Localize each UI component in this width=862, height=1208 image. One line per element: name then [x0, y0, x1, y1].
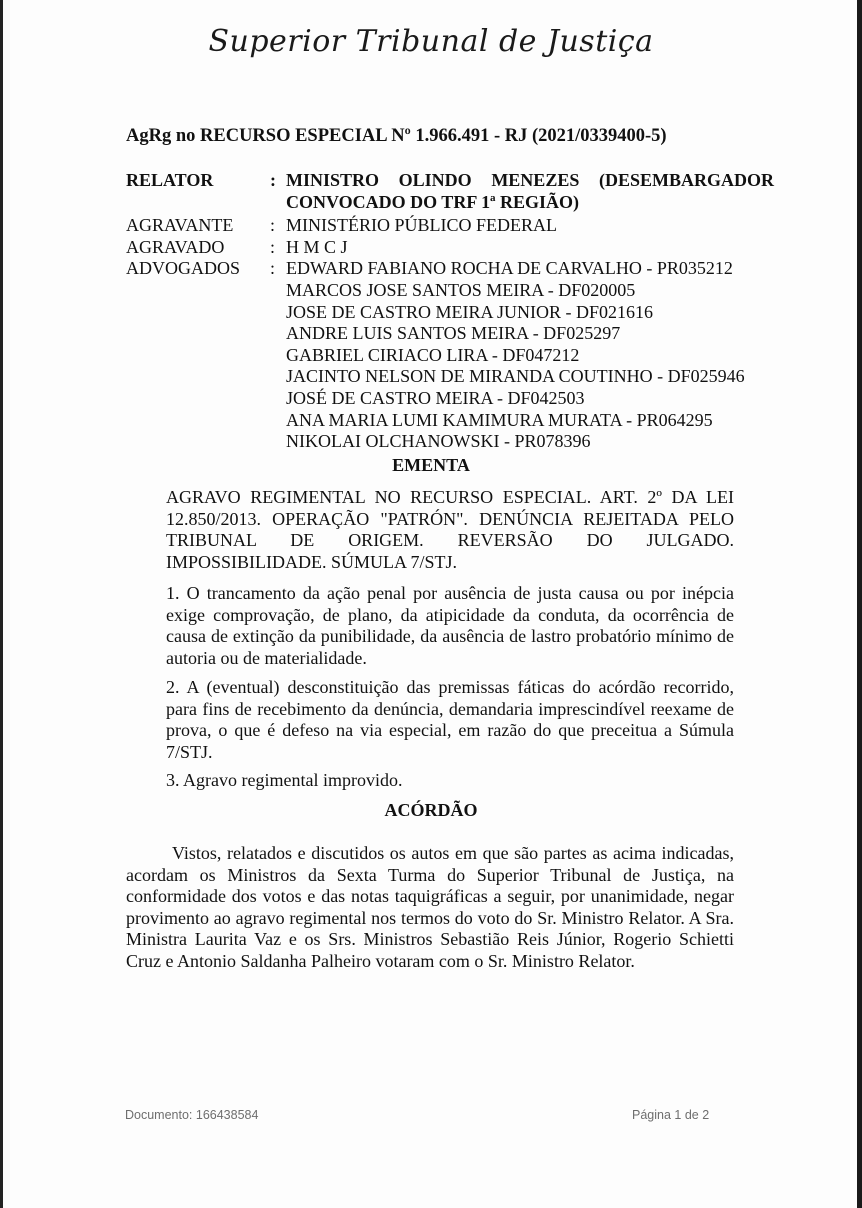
party-row-agravante [126, 215, 774, 237]
footer-document-id: Documento: 166438584 [125, 1108, 259, 1122]
case-number: AgRg no RECURSO ESPECIAL Nº 1.966.491 - RJ (2021/0339400-5) [126, 126, 667, 146]
party-value-relator [286, 170, 774, 213]
lawyer-list [286, 258, 774, 452]
acordao-heading: ACÓRDÃO [384, 800, 478, 820]
party-colon: : [270, 170, 276, 190]
court-header-title: Superior Tribunal de Justiça [208, 24, 654, 59]
party-label-agravado: AGRAVADO [126, 236, 225, 257]
ementa-heading: EMENTA [392, 455, 470, 475]
lawyer-item: GABRIEL CIRIACO LIRA - DF047212 [286, 344, 580, 365]
relator-line-1 [286, 170, 774, 192]
relator-word: OLINDO [398, 170, 472, 190]
party-value-agravante: MINISTÉRIO PÚBLICO FEDERAL [286, 215, 558, 236]
party-label-agravante: AGRAVANTE [126, 215, 234, 236]
parties-block [126, 170, 774, 453]
ementa-item-3: 3. Agravo regimental improvido. [166, 770, 403, 790]
lawyer-item: JOSÉ DE CASTRO MEIRA - DF042503 [286, 387, 585, 408]
lawyer-item: JACINTO NELSON DE MIRANDA COUTINHO - DF025946 [286, 366, 745, 387]
ementa-summary: AGRAVO REGIMENTAL NO RECURSO ESPECIAL. ART. 2º DA LEI 12.850/2013. OPERAÇÃO "PATRÓN". DENÚNCIA REJEITADA PELO TRIBUNAL DE ORIGEM. REVERSÃO DO JULGADO. IMPOSSIBILIDADE. SÚMULA 7/STJ. [166, 487, 734, 572]
relator-word: MENEZES [491, 170, 580, 190]
lawyer-item: EDWARD FABIANO ROCHA DE CARVALHO - PR035212 [286, 258, 733, 279]
party-colon: : [270, 215, 276, 236]
acordao-body: Vistos, relatados e discutidos os autos em que são partes as acima indicadas, acordam os Ministros da Sexta Turma do Superior Tribunal de Justiça, na conformidade dos votos e das notas taquigráficas a seguir, por unanimidade, negar provimento ao agravo regimental nos termos do voto do Sr. Ministro Relator. A Sra. Ministra Laurita Vaz e os Srs. Ministros Sebastião Reis Júnior, Rogerio Schietti Cruz e Antonio Saldanha Palheiro votaram com o Sr. Ministro Relator. [126, 843, 734, 971]
relator-word: MINISTRO [286, 170, 380, 190]
party-label-advogados: ADVOGADOS [126, 258, 241, 279]
relator-line-2: CONVOCADO DO TRF 1ª REGIÃO) [286, 191, 580, 212]
ementa-item-2: 2. A (eventual) desconstituição das premissas fáticas do acórdão recorrido, para fins de recebimento da denúncia, demandaria imprescindível reexame de prova, o que é defeso na via especial, em razão do que preceitua a Súmula 7/STJ. [166, 677, 734, 762]
relator-word: (DESEMBARGADOR [598, 170, 774, 190]
party-row-relator [126, 170, 774, 213]
party-row-agravado [126, 237, 774, 259]
ementa-item-1: 1. O trancamento da ação penal por ausência de justa causa ou por inépcia exige comprovação, de plano, da atipicidade da conduta, da ocorrência de causa de extinção da punibilidade, da ausência de lastro probatório mínimo de autoria ou de materialidade. [166, 583, 734, 668]
party-label-relator: RELATOR [126, 170, 214, 190]
party-colon: : [270, 236, 276, 257]
party-row-advogados [126, 258, 774, 452]
page-edge-right [857, 0, 862, 1208]
lawyer-item: ANA MARIA LUMI KAMIMURA MURATA - PR064295 [286, 409, 713, 430]
page-edge-left [0, 0, 3, 1208]
lawyer-item: MARCOS JOSE SANTOS MEIRA - DF020005 [286, 279, 636, 300]
party-colon: : [270, 258, 276, 279]
lawyer-item: ANDRE LUIS SANTOS MEIRA - DF025297 [286, 323, 621, 344]
footer-page-number: Página 1 de 2 [632, 1108, 710, 1122]
party-value-agravado: H M C J [286, 236, 348, 257]
lawyer-item: NIKOLAI OLCHANOWSKI - PR078396 [286, 431, 591, 452]
lawyer-item: JOSE DE CASTRO MEIRA JUNIOR - DF021616 [286, 301, 654, 322]
